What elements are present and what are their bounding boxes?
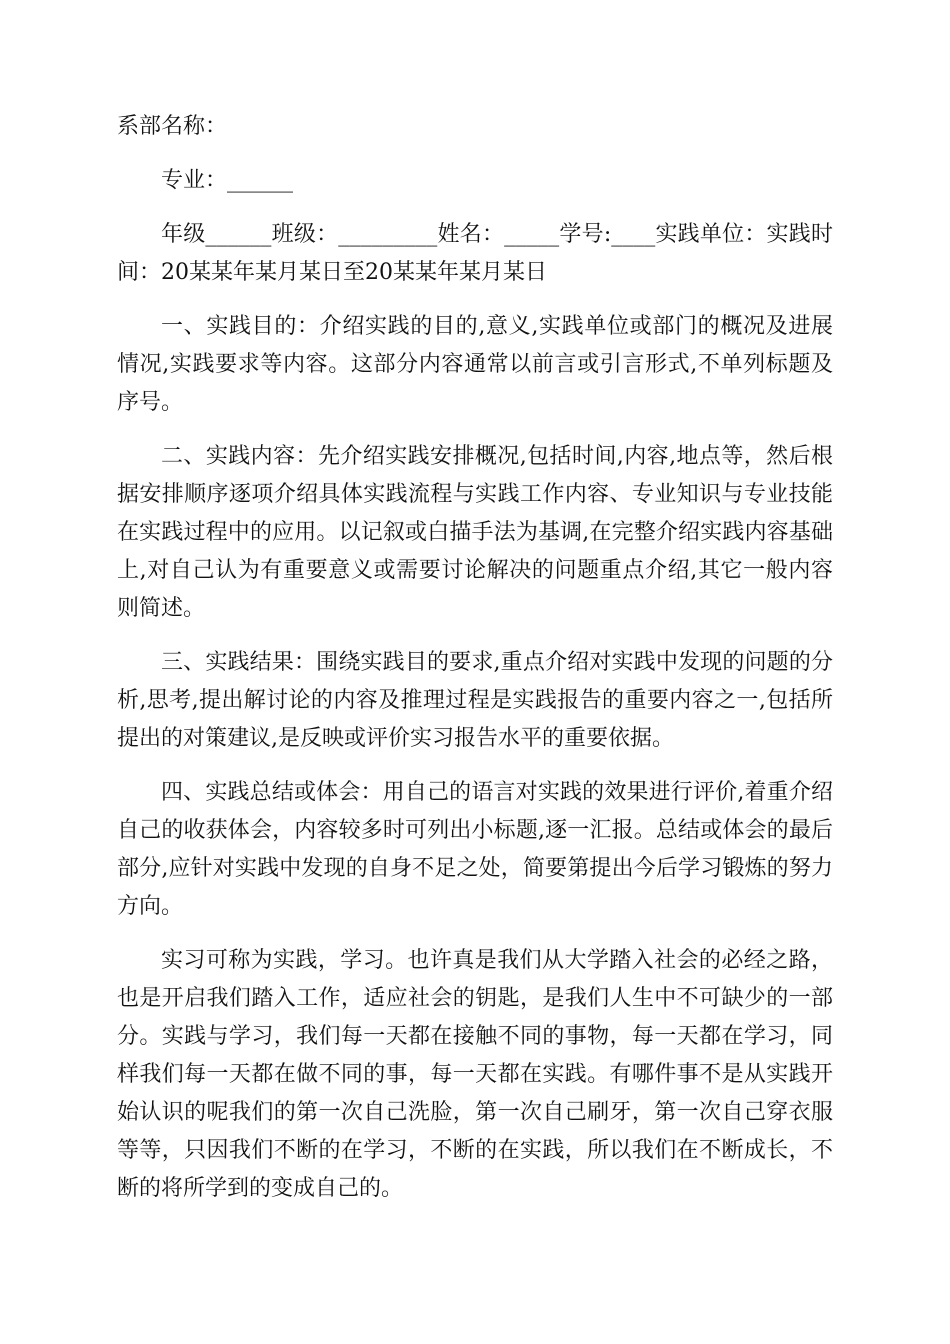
section-results: 三、实践结果：围绕实践目的要求,重点介绍对实践中发现的问题的分析,思考,提出解讨论的内容及推理过程是实践报告的重要内容之一,包括所提出的对策建议,是反映或评价实习报告水平的重要依据。 [117, 650, 833, 751]
spacer [117, 758, 833, 774]
major-field: 专业：______ [161, 168, 294, 193]
student-info-line: 年级______班级：_________姓名：_____学号:____实践单位：实践时间：20某某年某月某日至20某某年某月某日 [117, 222, 833, 285]
section-purpose: 一、实践目的：介绍实践的目的,意义,实践单位或部门的概况及进展情况,实践要求等内容。这部分内容通常以前言或引言形式,不单列标题及序号。 [117, 314, 833, 415]
section-reflection: 实习可称为实践，学习。也许真是我们从大学踏入社会的必经之路，也是开启我们踏入工作，适应社会的钥匙，是我们人生中不可缺少的一部分。实践与学习，我们每一天都在接触不同的事物，每一天都在学习，同样我们每一天都在做不同的事，每一天都在实践。有哪件事不是从实践开始认识的呢我们的第一次自己洗脸，第一次自己刷牙，第一次自己穿衣服等等，只因我们不断的在学习，不断的在实践，所以我们在不断成长，不断的将所学到的变成自己的。 [117, 948, 833, 1201]
spacer [117, 200, 833, 216]
document-body [117, 108, 833, 1208]
spacer [117, 628, 833, 644]
spacer [117, 146, 833, 162]
department-field: 系部名称： [117, 114, 228, 139]
section-content: 二、实践内容：先介绍实践安排概况,包括时间,内容,地点等，然后根据安排顺序逐项介绍具体实践流程与实践工作内容、专业知识与专业技能在实践过程中的应用。以记叙或白描手法为基调,在完整介绍实践内容基础上,对自己认为有重要意义或需要讨论解决的问题重点介绍,其它一般内容则简述。 [117, 444, 833, 621]
spacer [117, 926, 833, 942]
spacer [117, 422, 833, 438]
spacer [117, 292, 833, 308]
section-summary: 四、实践总结或体会：用自己的语言对实践的效果进行评价,着重介绍自己的收获体会，内容较多时可列出小标题,逐一汇报。总结或体会的最后部分,应针对实践中发现的自身不足之处，简要第提出今后学习锻炼的努力方向。 [117, 780, 833, 919]
